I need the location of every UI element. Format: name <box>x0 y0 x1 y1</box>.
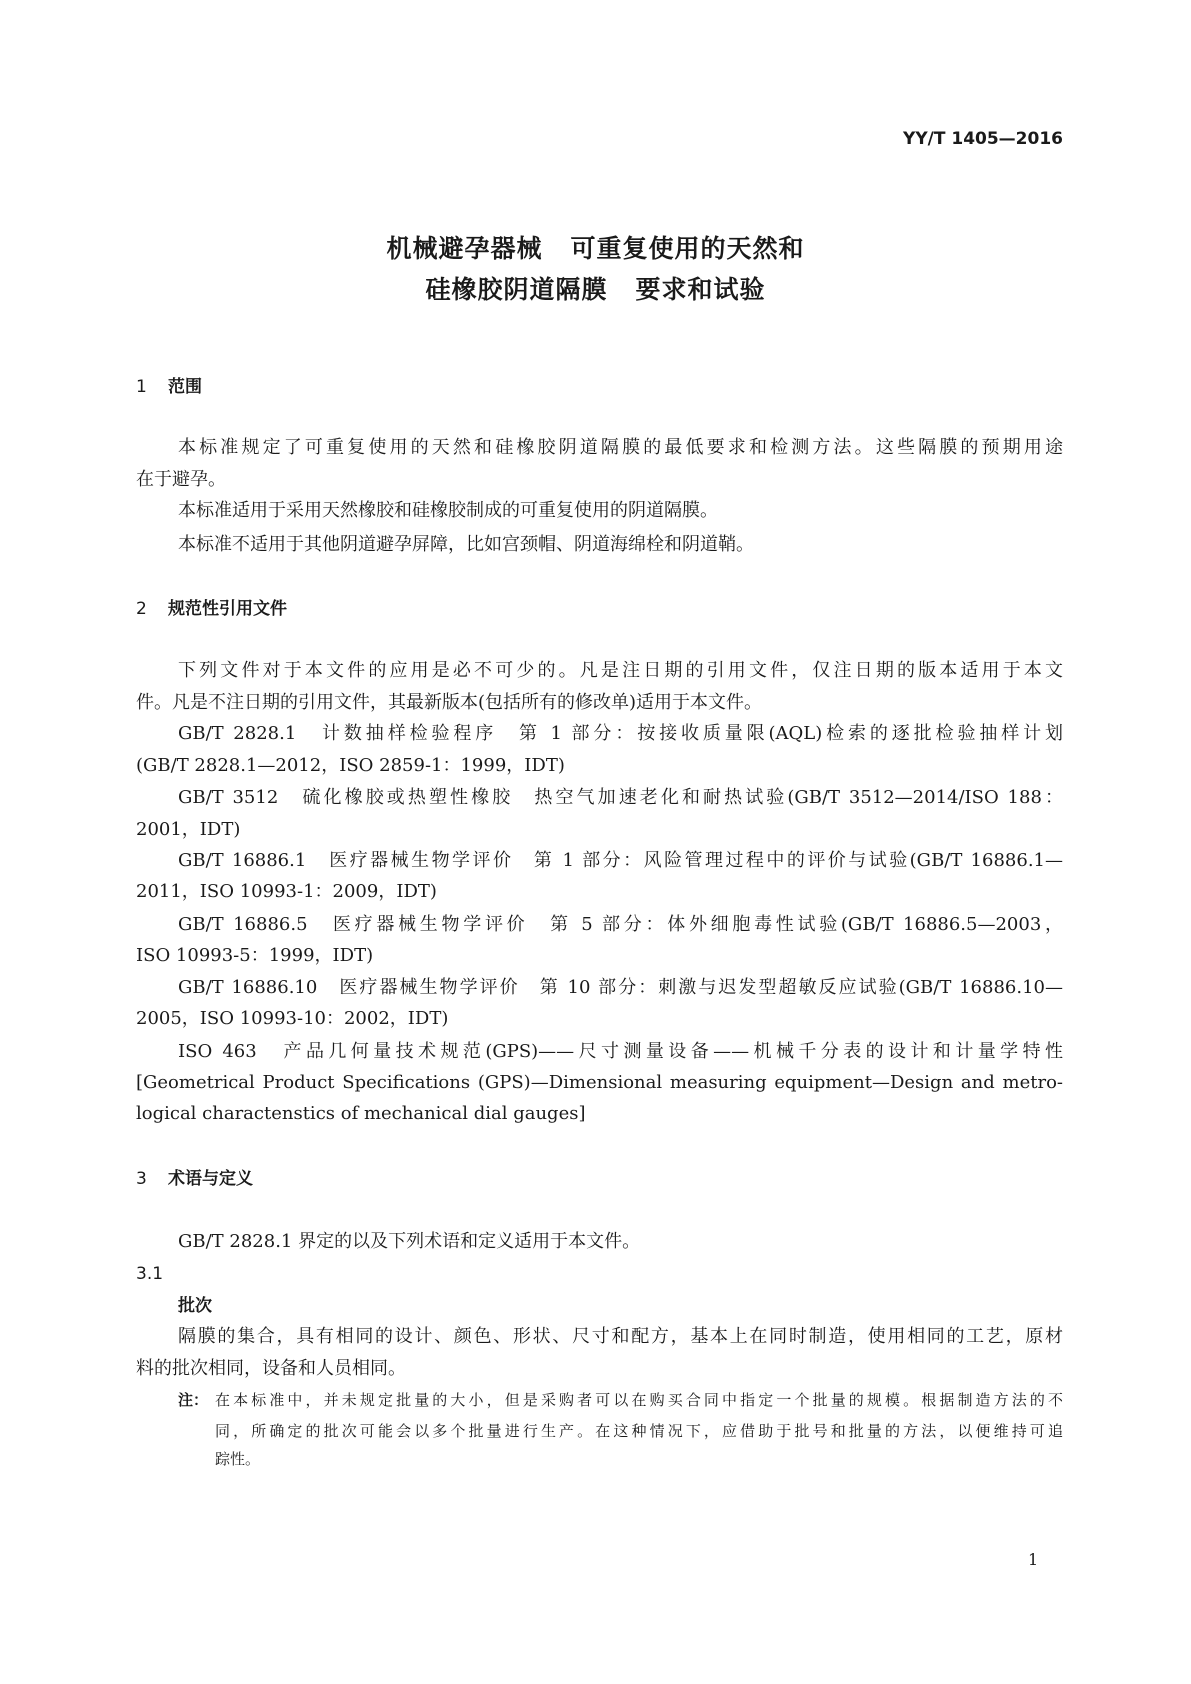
reference-line: [Geometrical Product Specifications (GPS)—Dimensional measuring equipment—Design and metro- <box>136 1072 1063 1093</box>
paragraph-line: 件。凡是不注日期的引用文件，其最新版本(包括所有的修改单)适用于本文件。 <box>136 692 763 713</box>
section-3-heading <box>136 1168 1063 1190</box>
paragraph-line: 本标准适用于采用天然橡胶和硅橡胶制成的可重复使用的阴道隔膜。 <box>178 500 718 521</box>
term-number: 3.1 <box>136 1264 164 1284</box>
section-title: 范围 <box>168 377 202 397</box>
document-title-line-2 <box>0 274 1191 306</box>
section-2-heading <box>136 598 1063 620</box>
reference-line: GB/T 16886.1 医疗器械生物学评价 第 1 部分：风险管理过程中的评价与试验(GB/T 16886.1— <box>178 850 1063 871</box>
section-number: 1 <box>136 377 147 397</box>
paragraph-line: 本标准不适用于其他阴道避孕屏障，比如宫颈帽、阴道海绵栓和阴道鞘。 <box>178 534 754 555</box>
title-part: 可重复使用的天然和 <box>570 234 805 263</box>
note-line: 在本标准中，并未规定批量的大小，但是采购者可以在购买合同中指定一个批量的规模。根据制造方法的不 <box>215 1391 1063 1409</box>
reference-line: GB/T 3512 硫化橡胶或热塑性橡胶 热空气加速老化和耐热试验(GB/T 3512—2014/ISO 188： <box>178 787 1063 808</box>
reference-line: GB/T 2828.1 计数抽样检验程序 第 1 部分：按接收质量限(AQL)检索的逐批检验抽样计划 <box>178 723 1063 744</box>
term-name: 批次 <box>178 1296 212 1316</box>
paragraph-line: GB/T 2828.1 界定的以及下列术语和定义适用于本文件。 <box>178 1231 641 1252</box>
section-number: 3 <box>136 1169 147 1189</box>
standard-number: YY/T 1405—2016 <box>903 129 1063 149</box>
paragraph-line: 本标准规定了可重复使用的天然和硅橡胶阴道隔膜的最低要求和检测方法。这些隔膜的预期用途 <box>178 437 1063 458</box>
title-part: 硅橡胶阴道隔膜 <box>425 275 608 304</box>
reference-line: ISO 463 产品几何量技术规范(GPS)——尺寸测量设备——机械千分表的设计和计量学特性 <box>178 1041 1063 1062</box>
section-title: 规范性引用文件 <box>168 599 287 619</box>
section-1-heading <box>136 376 1063 398</box>
paragraph-line: 在于避孕。 <box>136 469 226 490</box>
section-number: 2 <box>136 599 147 619</box>
note-line: 同，所确定的批次可能会以多个批量进行生产。在这种情况下，应借助于批号和批量的方法，以便维持可追 <box>215 1422 1063 1440</box>
page-number: 1 <box>1028 1550 1039 1569</box>
note-label: 注： <box>178 1391 209 1409</box>
definition-line: 隔膜的集合，具有相同的设计、颜色、形状、尺寸和配方，基本上在同时制造，使用相同的工艺，原材 <box>178 1326 1063 1347</box>
note-line: 踪性。 <box>215 1450 261 1468</box>
reference-line: ISO 10993-5：1999，IDT) <box>136 945 374 966</box>
reference-line: GB/T 16886.10 医疗器械生物学评价 第 10 部分：刺激与迟发型超敏反应试验(GB/T 16886.10— <box>178 977 1063 998</box>
reference-line: 2005，ISO 10993-10：2002，IDT) <box>136 1008 449 1029</box>
reference-line: 2011，ISO 10993-1：2009，IDT) <box>136 881 437 902</box>
reference-line: (GB/T 2828.1—2012，ISO 2859-1：1999，IDT) <box>136 755 565 776</box>
document-title-line-1 <box>0 233 1191 265</box>
reference-line: logical charactenstics of mechanical dial gauges] <box>136 1103 586 1124</box>
paragraph-line: 下列文件对于本文件的应用是必不可少的。凡是注日期的引用文件，仅注日期的版本适用于本文 <box>178 660 1063 681</box>
title-part: 要求和试验 <box>635 275 766 304</box>
title-part: 机械避孕器械 <box>386 234 543 263</box>
definition-line: 料的批次相同，设备和人员相同。 <box>136 1358 406 1379</box>
section-title: 术语与定义 <box>168 1169 253 1189</box>
reference-line: 2001，IDT) <box>136 819 241 840</box>
reference-line: GB/T 16886.5 医疗器械生物学评价 第 5 部分：体外细胞毒性试验(GB/T 16886.5—2003， <box>178 914 1063 935</box>
